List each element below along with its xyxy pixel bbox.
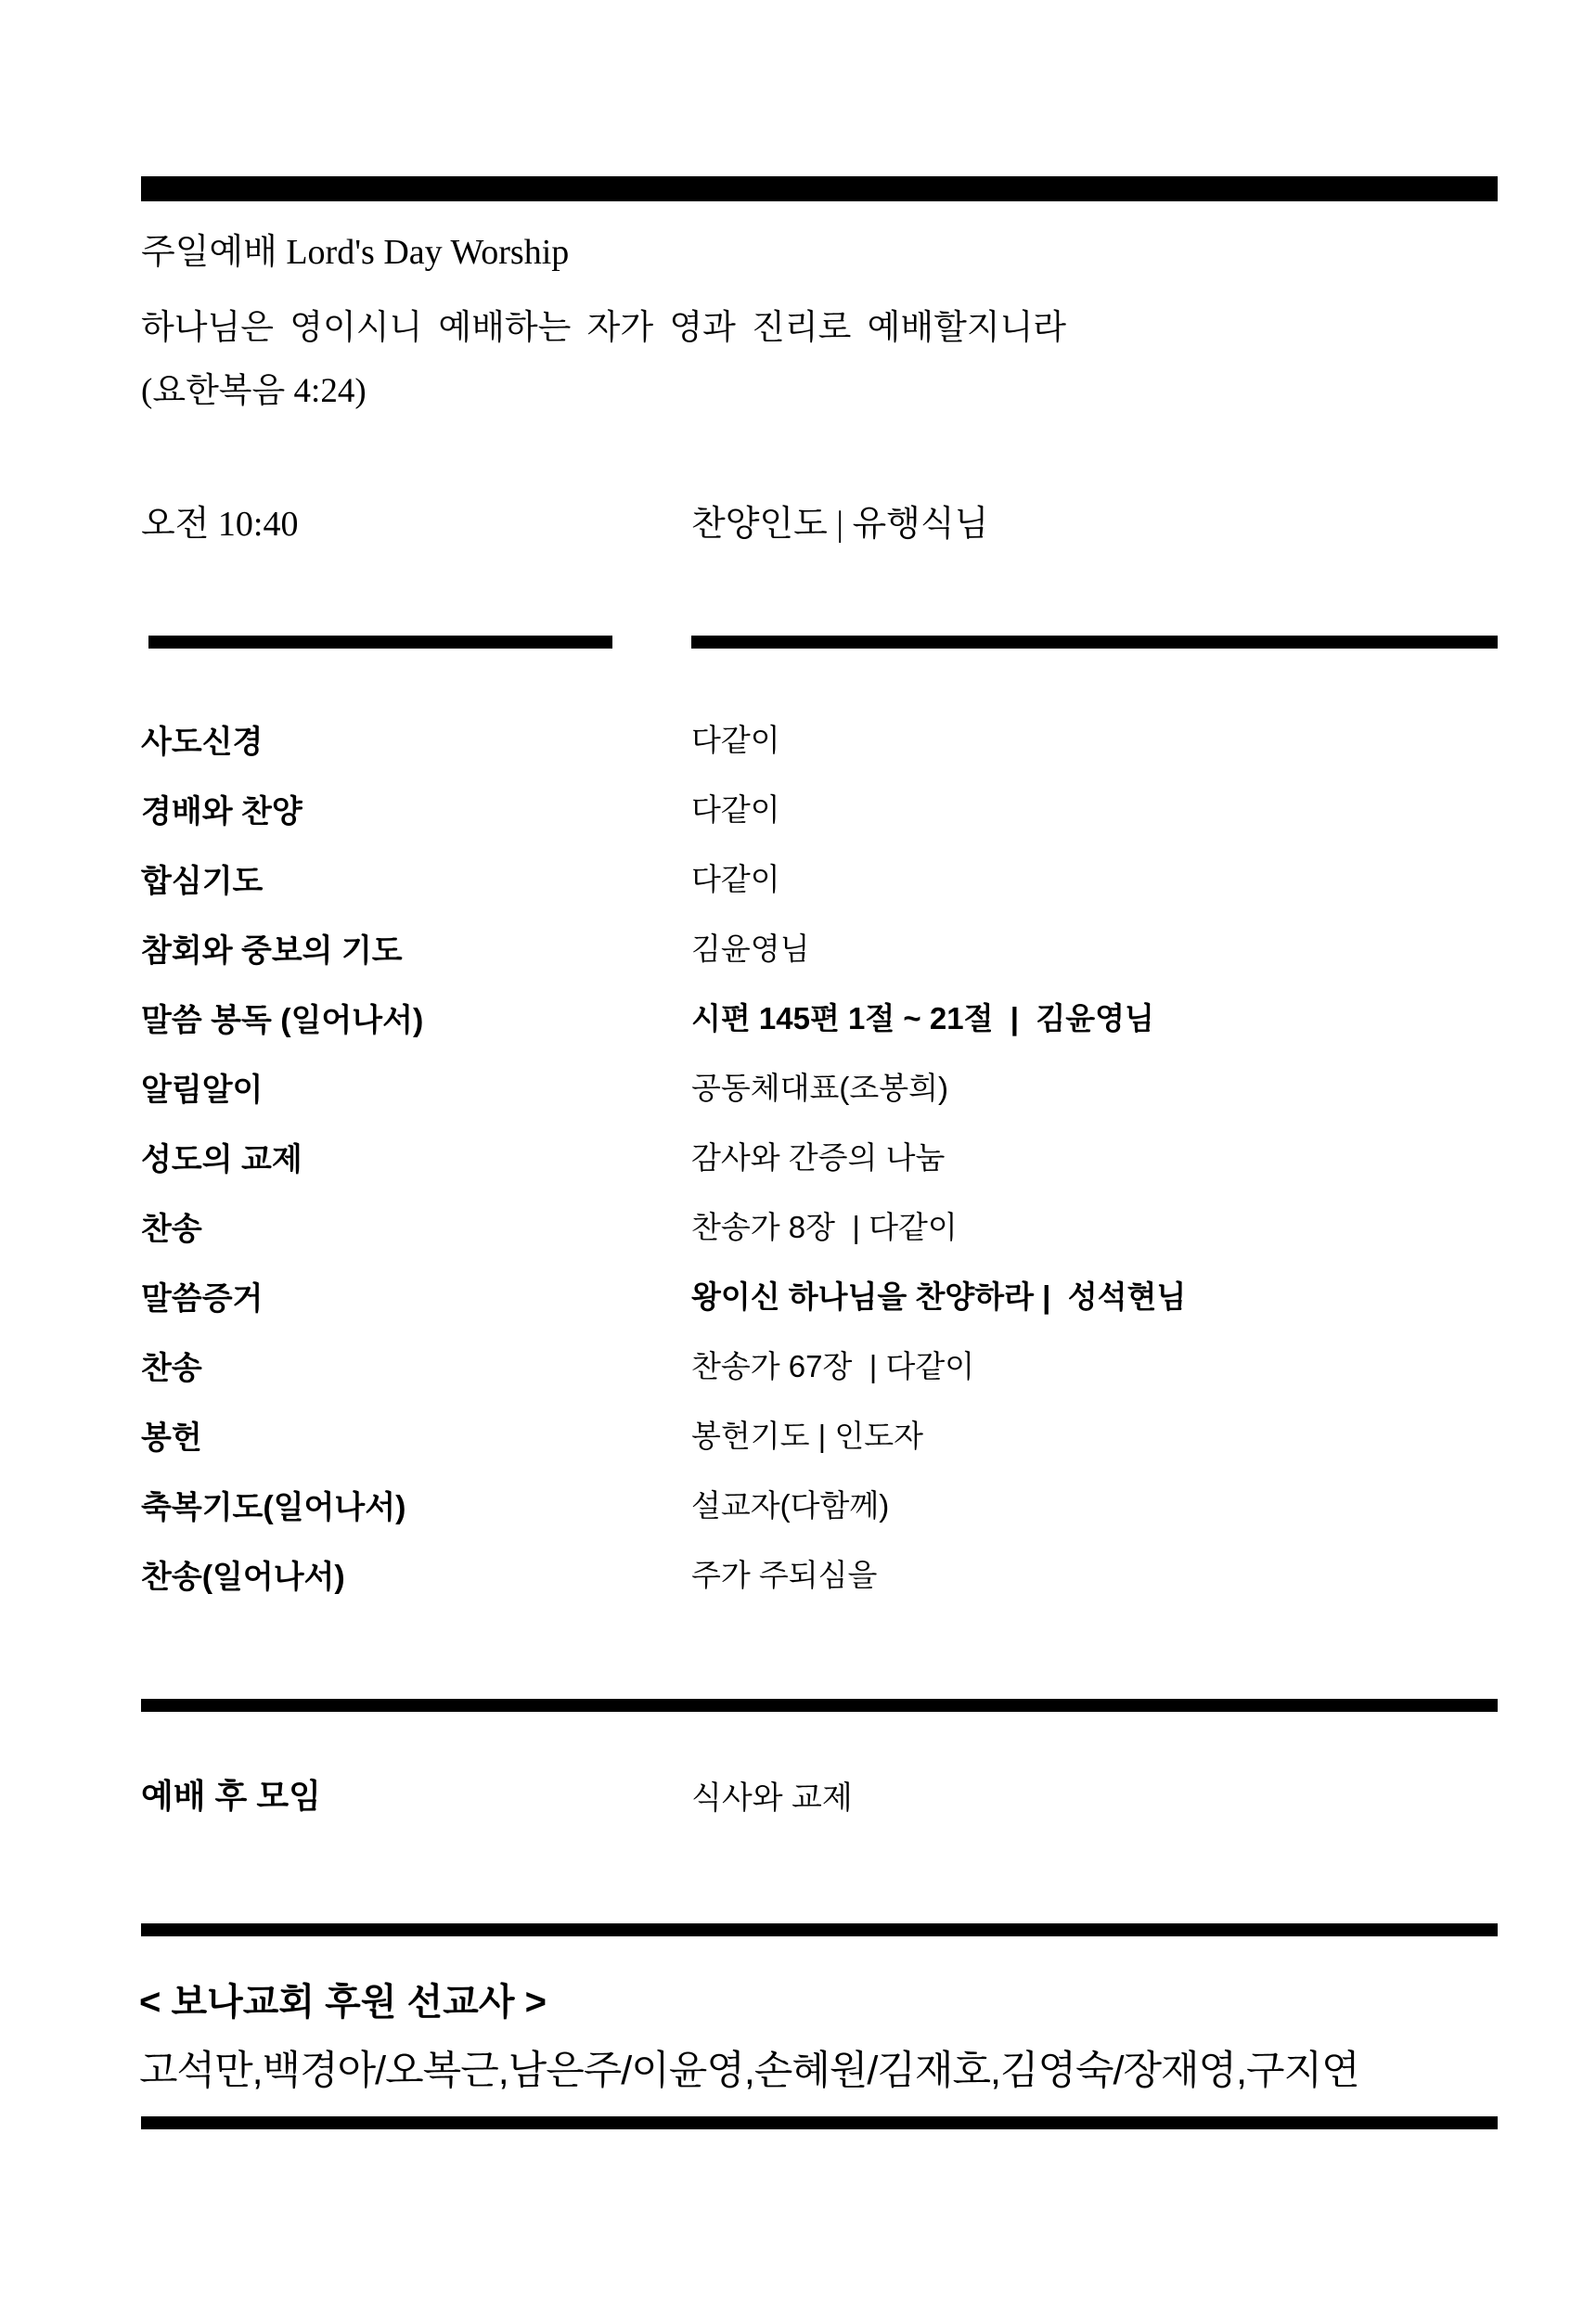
order-item-detail: 다같이	[691, 862, 780, 896]
after-worship-row	[141, 1770, 1498, 1818]
top-divider-bar	[141, 176, 1498, 201]
after-worship-detail: 식사와 교제	[691, 1780, 853, 1816]
order-row	[141, 716, 1498, 786]
order-row	[141, 995, 1498, 1064]
order-item-detail: 찬송가 67장 | 다같이	[691, 1349, 975, 1383]
order-item-label: 경배와 찬양	[141, 794, 302, 829]
order-item-label: 찬송	[141, 1351, 202, 1386]
order-item-detail: 주가 주되심을	[691, 1558, 878, 1592]
order-item-label: 말씀 봉독 (일어나서)	[141, 1003, 424, 1038]
order-row	[141, 1412, 1498, 1482]
order-row	[141, 855, 1498, 925]
order-row	[141, 925, 1498, 995]
order-of-worship-list	[141, 716, 1498, 1621]
order-item-detail: 시편 145편 1절 ~ 21절 | 김윤영님	[691, 1001, 1154, 1035]
order-item-label: 찬송(일어나서)	[141, 1560, 345, 1595]
missionary-section-divider-bar	[141, 1923, 1498, 1936]
order-row	[141, 1203, 1498, 1273]
order-item-label: 말씀증거	[141, 1281, 264, 1317]
order-item-detail: 다같이	[691, 723, 780, 757]
left-column-divider-bar	[148, 636, 612, 649]
order-item-label: 봉헌	[141, 1420, 202, 1456]
page-title: 주일예배 Lord's Day Worship	[141, 233, 570, 272]
order-item-detail: 공동체대표(조봉희)	[691, 1071, 949, 1105]
order-row	[141, 1273, 1498, 1343]
service-time: 오전 10:40	[141, 505, 299, 544]
praise-leader: 찬양인도 | 유행식님	[691, 505, 989, 544]
order-item-detail: 김윤영님	[691, 932, 810, 966]
order-row	[141, 1064, 1498, 1134]
order-item-detail: 설교자(다함께)	[691, 1488, 890, 1523]
order-item-label: 성도의 교제	[141, 1142, 302, 1177]
order-row	[141, 1134, 1498, 1203]
order-item-detail: 왕이신 하나님을 찬양하라 | 성석현님	[691, 1279, 1187, 1314]
order-item-label: 축복기도(일어나서)	[141, 1490, 406, 1525]
mid-divider-bar	[141, 1699, 1498, 1712]
order-row	[141, 786, 1498, 855]
order-item-label: 사도신경	[141, 725, 264, 760]
bottom-divider-bar	[141, 2116, 1498, 2129]
scripture-verse: 하나님은 영이시니 예배하는 자가 영과 진리로 예배할지니라	[141, 309, 1067, 347]
order-item-label: 참회와 중보의 기도	[141, 933, 403, 969]
missionary-section-heading: < 보나교회 후원 선교사 >	[139, 1982, 547, 2023]
order-item-detail: 감사와 간증의 나눔	[691, 1140, 946, 1175]
after-worship-label: 예배 후 모임	[141, 1777, 321, 1815]
scripture-reference: (요한복음 4:24)	[141, 372, 367, 410]
order-row	[141, 1551, 1498, 1621]
order-item-detail: 다같이	[691, 792, 780, 827]
service-time-row	[141, 495, 1498, 546]
right-column-divider-bar	[691, 636, 1498, 649]
missionary-names: 고석만,백경아/오복근,남은주/이윤영,손혜원/김재호,김영숙/장재영,구지연	[139, 2049, 1359, 2093]
order-item-detail: 봉헌기도 | 인도자	[691, 1419, 924, 1453]
order-item-detail: 찬송가 8장 | 다같이	[691, 1210, 958, 1244]
order-item-label: 찬송	[141, 1212, 202, 1247]
order-item-label: 알림알이	[141, 1073, 264, 1108]
order-row	[141, 1482, 1498, 1551]
order-item-label: 합심기도	[141, 864, 264, 899]
order-row	[141, 1343, 1498, 1412]
